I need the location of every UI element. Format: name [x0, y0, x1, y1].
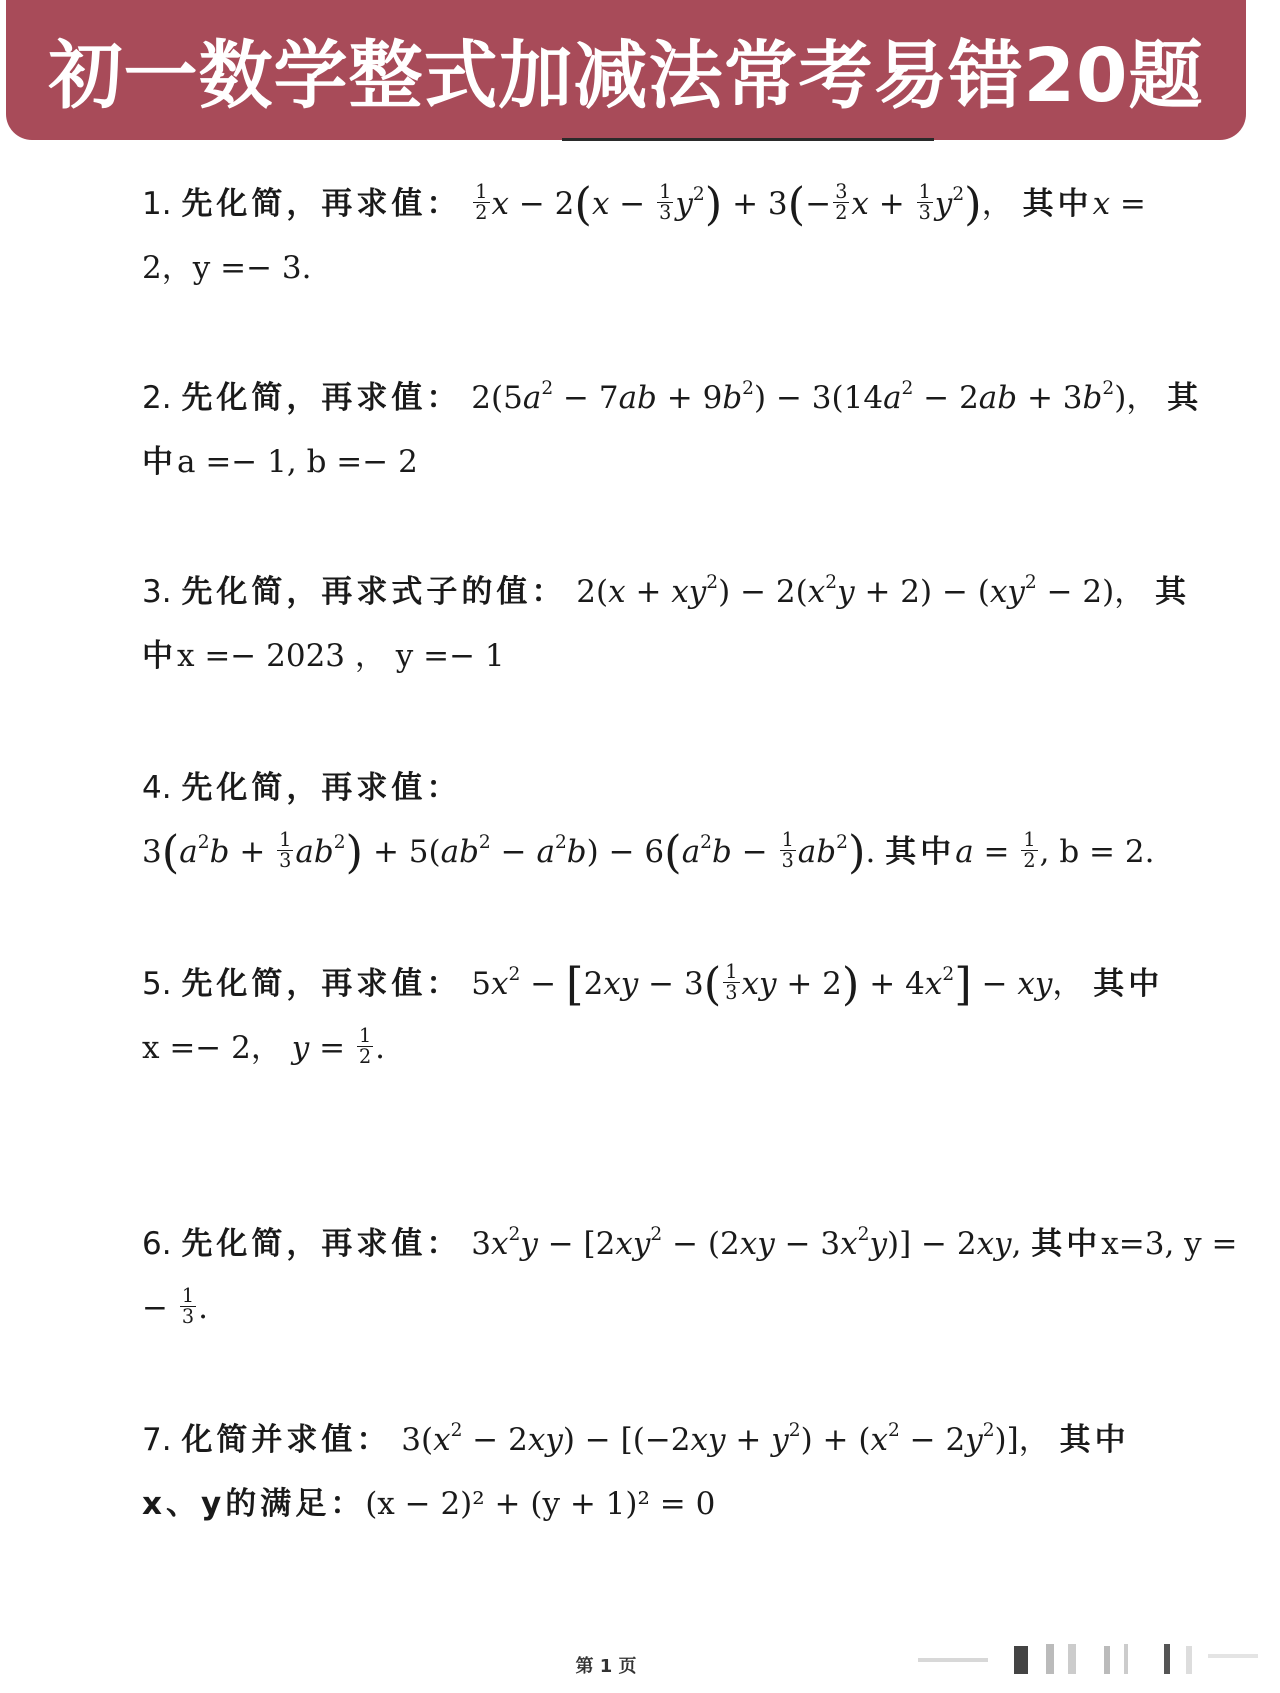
problem-condition-label: 其 [1155, 574, 1191, 610]
title-banner [6, 0, 1246, 140]
problem-condition-label: 其 [1167, 380, 1203, 416]
divider [562, 138, 934, 141]
problem-expression: $5x^2 - [2xy - 3$( $\frac{1}{3}$ xy + $2) + 4x^2$] − xy， [471, 957, 1084, 1011]
problem-4: 4. 先化简，再求值： $3(a^2b$ + $\frac{1}{3}$ $ab^2) + 5(ab^2 - a^2b) - 6(a^2b$ − $\frac{1}{3}$ $ab^2$). 其中a = $\frac{1}{2}$ , b = 2. [142, 770, 1155, 879]
footer-suffix: 页 [618, 1656, 637, 1677]
problem-instruction: 先化简，再求式子的值： [181, 574, 567, 610]
problem-instruction: 先化简，再求值： [181, 186, 462, 222]
scan-artifact [918, 1640, 1262, 1680]
problem-condition-label: 其中 [885, 834, 956, 870]
problem-instruction: 化简并求值： [181, 1422, 392, 1458]
problem-expression: $\frac{1}{2}$ x − 2(x − $\frac{1}{3}$ $y^2) + 3(-$ $\frac{3}{2}$ x + $\frac{1}{3}$ $y^2$)， [475, 177, 1013, 231]
problem-condition-label: 其中 [1022, 186, 1093, 222]
problem-condition-label: 中 [142, 444, 177, 480]
problem-expression: $3x^2y - [2xy^2 - (2xy - 3x^2y)] - 2xy$, [471, 1224, 1022, 1262]
problem-instruction: 先化简，再求值： [181, 770, 462, 806]
problem-condition: 2，y =− 3. [142, 250, 312, 286]
problem-number: 4. [142, 770, 172, 806]
problem-3 [142, 560, 1191, 688]
problem-condition: x=3, y = [1101, 1226, 1238, 1262]
problem-condition: x =− 2， [142, 1030, 282, 1066]
problem-condition-label: 中 [142, 638, 177, 674]
problem-number: 3. [142, 574, 172, 610]
problem-condition: x =− 2023 ， y =− 1 [177, 638, 505, 674]
problem-expression: $2(x + xy^2) - 2(x^2y + 2) - (xy^2 - 2)$， [576, 572, 1146, 610]
problem-condition: b = 2. [1059, 834, 1155, 870]
problem-condition-label: 其中 [1059, 1422, 1130, 1458]
problem-number: 7. [142, 1422, 172, 1458]
problem-5: 5. 先化简，再求值： $5x^2 - [2xy - 3$( $\frac{1}{3}$ xy + $2) + 4x^2$] − xy， 其中 x =− 2， y = $\frac{1}{2}$ . [142, 957, 1164, 1068]
footer-prefix: 第 [575, 1656, 594, 1677]
page-title: 初一数学整式加减法常考易错20题 [48, 33, 1204, 119]
problem-expression: $3(a^2b$ + $\frac{1}{3}$ $ab^2) + 5(ab^2 - a^2b) - 6(a^2b$ − $\frac{1}{3}$ $ab^2$). [142, 825, 876, 879]
problem-number: 1. [142, 186, 172, 222]
problem-instruction: 先化简，再求值： [181, 1226, 462, 1262]
problem-1: 1. 先化简，再求值： $\frac{1}{2}$ x − 2(x − $\frac{1}{3}$ $y^2) + 3(-$ $\frac{3}{2}$ x + $\frac{1}{3}$ $y^2$)， 其中x = 2，y =− 3. [142, 177, 1146, 286]
problem-7 [142, 1408, 1152, 1536]
problem-condition-label: 其中 [1031, 1226, 1102, 1262]
problem-6: 6. 先化简，再求值： $3x^2y - [2xy^2 - (2xy - 3x^2y)] - 2xy$, 其中x=3, y = − $\frac{1}{3}$ . [142, 1224, 1238, 1328]
page-number: 1 [599, 1656, 613, 1677]
problem-number: 2. [142, 380, 172, 416]
problem-expression: $3(x^2 - 2xy) - [(-2xy + y^2) + (x^2 - 2y^2)]$， [401, 1420, 1050, 1458]
problem-number: 6. [142, 1226, 172, 1262]
problem-condition: (x − 2)² + (y + 1)² = 0 [365, 1486, 716, 1522]
problem-instruction: 先化简，再求值： [181, 966, 462, 1002]
problem-expression: $2(5a^2 - 7ab + 9b^2) - 3(14a^2 - 2ab + 3b^2)$， [471, 378, 1158, 416]
problem-number: 5. [142, 966, 172, 1002]
problem-condition-label: 其中 [1093, 966, 1164, 1002]
problem-condition-label: x、y的满足： [142, 1486, 366, 1522]
problem-condition: a =− 1, b =− 2 [177, 444, 418, 480]
problem-instruction: 先化简，再求值： [181, 380, 462, 416]
problem-2 [142, 366, 1203, 494]
